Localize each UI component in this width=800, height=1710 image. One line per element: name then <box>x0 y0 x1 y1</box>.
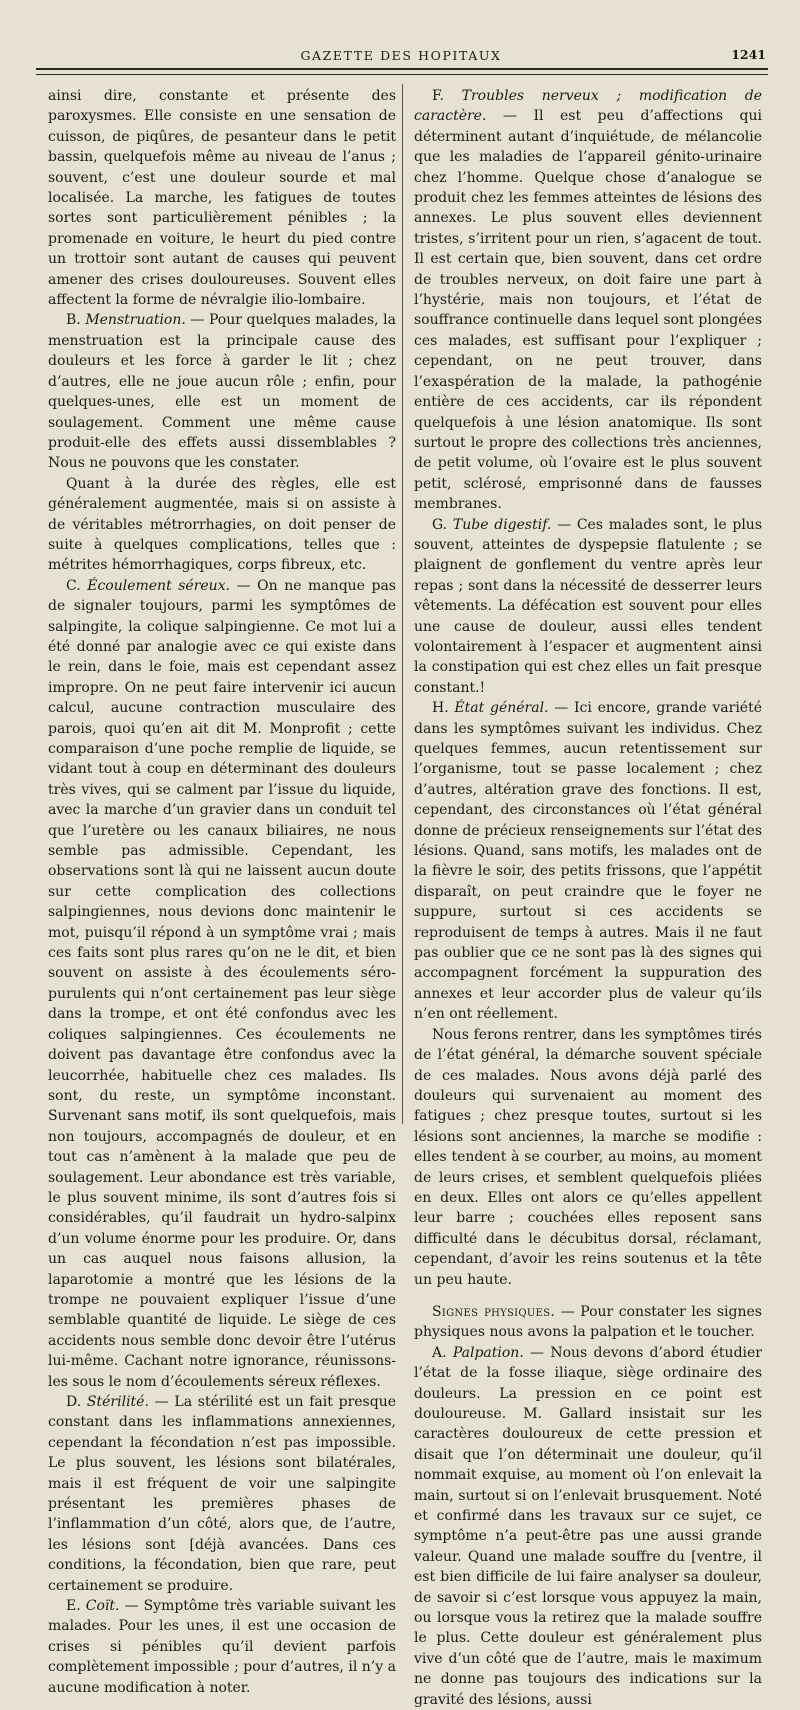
paragraph-text: Quant à la durée des règles, elle est généralement augmentée, mais si on assiste à de véritables métrorrhagies, on doit penser de suite à quelques complications, telles que : métrites hémorrhagiques, corps fibreux, etc. <box>48 475 396 574</box>
section-label: F. <box>432 88 462 104</box>
section-heading: Troubles nerveux ; modification de caractère. <box>414 88 762 125</box>
paragraph-text: — On ne manque pas de signaler toujours, parmi les symptômes de salpingite, la colique salpingienne. Ce mot lui a été donné par analogie avec ce qui existe dans le rein, dans le foie, mais est cependant assez impropre. On ne peut faire intervenir ici aucun calcul, aucune contraction musculaire des parois, quoi qu’en ait dit M. Monprofit ; cette comparaison d’une poche remplie de liquide, se vidant tout à coup en déterminant des douleurs très vives, qui se calment par l’issue du liquide, avec la marche d’un gravier dans un conduit tel que l’uretère ou les canaux biliaires, ne nous semble pas admissible. Cependant, les observations sont là qui ne laissent aucun doute sur cette complication des collections salpingiennes, nous devions donc maintenir le mot, puisqu’il répond à un symptôme vrai ; mais ces faits sont plus rares qu’on ne le dit, et bien souvent on assiste à des écoulements séro-purulents qui n’ont certainement pas leur siège dans la trompe, et ont été confondus avec les coliques salpingiennes. Ces écoulements ne doivent pas davantage être confondus avec la leucorrhée, habituelle chez ces malades. Ils sont, du reste, un symptôme inconstant. Survenant sans motif, ils sont quelquefois, mais non toujours, accompagnés de douleur, et en tout cas n’amènent à la malade que peu de soulagement. Leur abondance est très variable, le plus souvent minime, ils sont d’autres fois si considérables, qu’il faudrait un hydro-salpinx d’un volume énorme pour les produire. Or, dans un cas auquel nous faisons allusion, la laparotomie a montré que les lésions de la trompe ne pouvaient expliquer l’issue d’une semblable quantité de liquide. Le siège de ces accidents nous semble donc devoir être l’utérus lui-même. Cachant notre ignorance, réunissons-les sous le nom d’écoulements séreux réflexes. <box>48 577 396 1390</box>
left-column <box>48 86 396 1698</box>
paragraph <box>48 576 396 1392</box>
paragraph-text: — Pour quelques malades, la menstruation est la principale cause des douleurs et les force à garder le lit ; chez d’autres, elle ne joue aucun rôle ; enfin, pour quelques-unes, elle est un moment de soulagement. Comment une même cause produit-elle des effets aussi dissemblables ? Nous ne pouvons que les constater. <box>48 312 396 472</box>
section-label: C. <box>66 577 88 594</box>
paragraph-text: — Pour constater les signes physiques nous avons la palpation et le toucher. <box>414 1303 762 1341</box>
section-label: B. <box>66 312 86 329</box>
section-heading: Stérilité. <box>86 1394 149 1410</box>
paragraph <box>414 1302 762 1343</box>
section-heading: Coït. <box>85 1598 120 1615</box>
header-rule-thin <box>36 74 768 75</box>
paragraph <box>48 310 396 473</box>
paragraph <box>48 1596 396 1698</box>
section-label: H. <box>432 700 455 717</box>
section-label: D. <box>66 1394 87 1410</box>
paragraph <box>48 86 396 310</box>
section-label: A. <box>432 1344 453 1361</box>
paragraph-text: — Symptôme très variable suivant les malades. Pour les unes, il est une occasion de crises si pénibles qu’il devient parfois complètement impossible ; pour d’autres, il n’y a aucune modification à noter. <box>48 1598 396 1696</box>
paragraph-text: — Ici encore, grande variété dans les symptômes suivant les individus. Chez quelques femmes, aucun retentissement sur l’organisme, tout se passe localement ; chez d’autres, altération grave des fonctions. Il est, cependant, des circonstances où l’état général donne de précieux renseignements sur l’état des lésions. Quand, sans motifs, les malades ont de la fièvre le soir, des petits frissons, que l’appétit disparaît, on peut craindre que le foyer ne suppure, surtout si ces accidents se reproduisent de temps à autres. Mais il ne faut pas oublier que ce ne sont pas là des signes qui accompagnent forcément la suppuration des annexes et leur accorder plus de valeur qu’ils n’en ont réellement. <box>414 700 762 1023</box>
page-number: 1241 <box>731 47 766 62</box>
paragraph-text: — Nous devons d’abord étudier l’état de la fosse iliaque, siège ordinaire des douleurs. La pression en ce point est douloureuse. M. Gallard insistait sur les caractères douloureux de cette pression et disait que l’on déterminait une douleur, qu’il nommait exquise, au moment où l’on enlevait la main, surtout si on l’enlevait brusquement. Noté et confirmé dans les travaux sur ce sujet, ce symptôme n’a peut-être pas une aussi grande valeur. Quand une malade souffre du [ventre, il est bien difficile de lui faire analyser sa douleur, de savoir si c’est lorsque vous appuyez la main, ou lorsque vous la retirez que la malade souffre le plus. Cette douleur est généralement plus vive d’un côté que de l’autre, mais le maximum ne donne pas toujours des indications sur la gravité des lésions, aussi <box>414 1344 762 1708</box>
paragraph <box>414 698 762 1025</box>
section-heading: Tube digestif. <box>452 516 552 533</box>
paragraph <box>48 1392 396 1596</box>
paragraph <box>414 1025 762 1290</box>
header-rule-thick <box>36 68 768 70</box>
paragraph <box>48 474 396 576</box>
section-heading: Menstruation. <box>85 312 186 329</box>
right-column <box>414 86 762 1710</box>
paragraph-text: Nous ferons rentrer, dans les symptômes tirés de l’état général, la démarche souvent spéciale de ces malades. Nous avons déjà parlé des douleurs qui survenaient au moment des fatigues ; chez presque toutes, surtout si les lésions sont anciennes, la marche se modifie : elles tendent à se courber, au moins, au moment de leurs crises, et semblent quelquefois pliées en deux. Elles ont alors ce qu’elles appellent leur barre ; couchées elles reposent sans difficulté dans le décubitus dorsal, réclamant, cependant, d’avoir les reins soutenus et la tête un peu haute. <box>414 1026 762 1288</box>
paragraph <box>414 1343 762 1710</box>
section-label: G. <box>432 516 453 533</box>
paragraph <box>414 86 762 515</box>
section-heading: État général. <box>454 700 549 717</box>
paragraph-text: — La stérilité est un fait presque constant dans les inflammations annexiennes, cependant la fécondation n’est pas impossible. Le plus souvent, les lésions sont bilatérales, mais il est fréquent de voir une salpingite présentant les premières phases de l’inflammation d’un côté, alors que, de l’autre, les lésions sont [déjà avancées. Dans ces conditions, la fécondation, bien que rare, peut certainement se produire. <box>48 1394 396 1594</box>
section-heading: Signes physiques. <box>432 1303 556 1320</box>
section-heading: Palpation. <box>452 1344 524 1361</box>
paragraph-text: — Il est peu d’affections qui déterminent autant d’inquiétude, de mélancolie que les maladies de l’appareil génito-urinaire chez l’homme. Quelque chose d’analogue se produit chez les femmes atteintes de lésions des annexes. Le plus souvent elles deviennent tristes, s’irritent pour un rien, s’agacent de tout. Il est certain que, bien souvent, dans cet ordre de troubles nerveux, on doit faire une part à l’hystérie, mais non toujours, et l’état de souffrance continuelle dans lequel sont plongées ces malades, est suffisant pour l’expliquer ; cependant, on ne peut trouver, dans l’exaspération de la malade, la pathogénie entière de ces accidents, car ils répondent quelquefois à une lésion anatomique. Ils sont surtout le propre des collections très anciennes, de petit volume, où l’ovaire est le plus souvent petit, sclérosé, emprisonné dans de fausses membranes. <box>414 108 762 513</box>
section-heading: Écoulement séreux. <box>87 577 231 594</box>
paragraph-text: ainsi dire, constante et présente des paroxysmes. Elle consiste en une sensation de cuisson, de piqûres, de pesanteur dans le petit bassin, quelquefois même au niveau de l’anus ; souvent, c’est une douleur sourde et mal localisée. La marche, les fatigues de toutes sortes sont particulièrement pénibles ; la promenade en voiture, le heurt du pied contre un trottoir sont autant de causes qui peuvent amener des crises douloureuses. Souvent elles affectent la forme de névralgie ilio-lombaire. <box>48 88 396 309</box>
section-label: E. <box>66 1598 86 1615</box>
paragraph <box>414 515 762 699</box>
paragraph-text: — Ces malades sont, le plus souvent, atteintes de dyspepsie flatulente ; se plaignent de gonflement du ventre après leur repas ; sont dans la nécessité de desserrer leurs vêtements. La défécation est souvent pour elles une cause de douleur, aussi elles tendent volontairement à l’espacer et augmentent ainsi la constipation qui est chez elles un fait presque constant.! <box>414 516 762 696</box>
page-header <box>36 44 766 66</box>
column-divider <box>402 84 403 1124</box>
journal-title: GAZETTE DES HOPITAUX <box>300 48 502 63</box>
